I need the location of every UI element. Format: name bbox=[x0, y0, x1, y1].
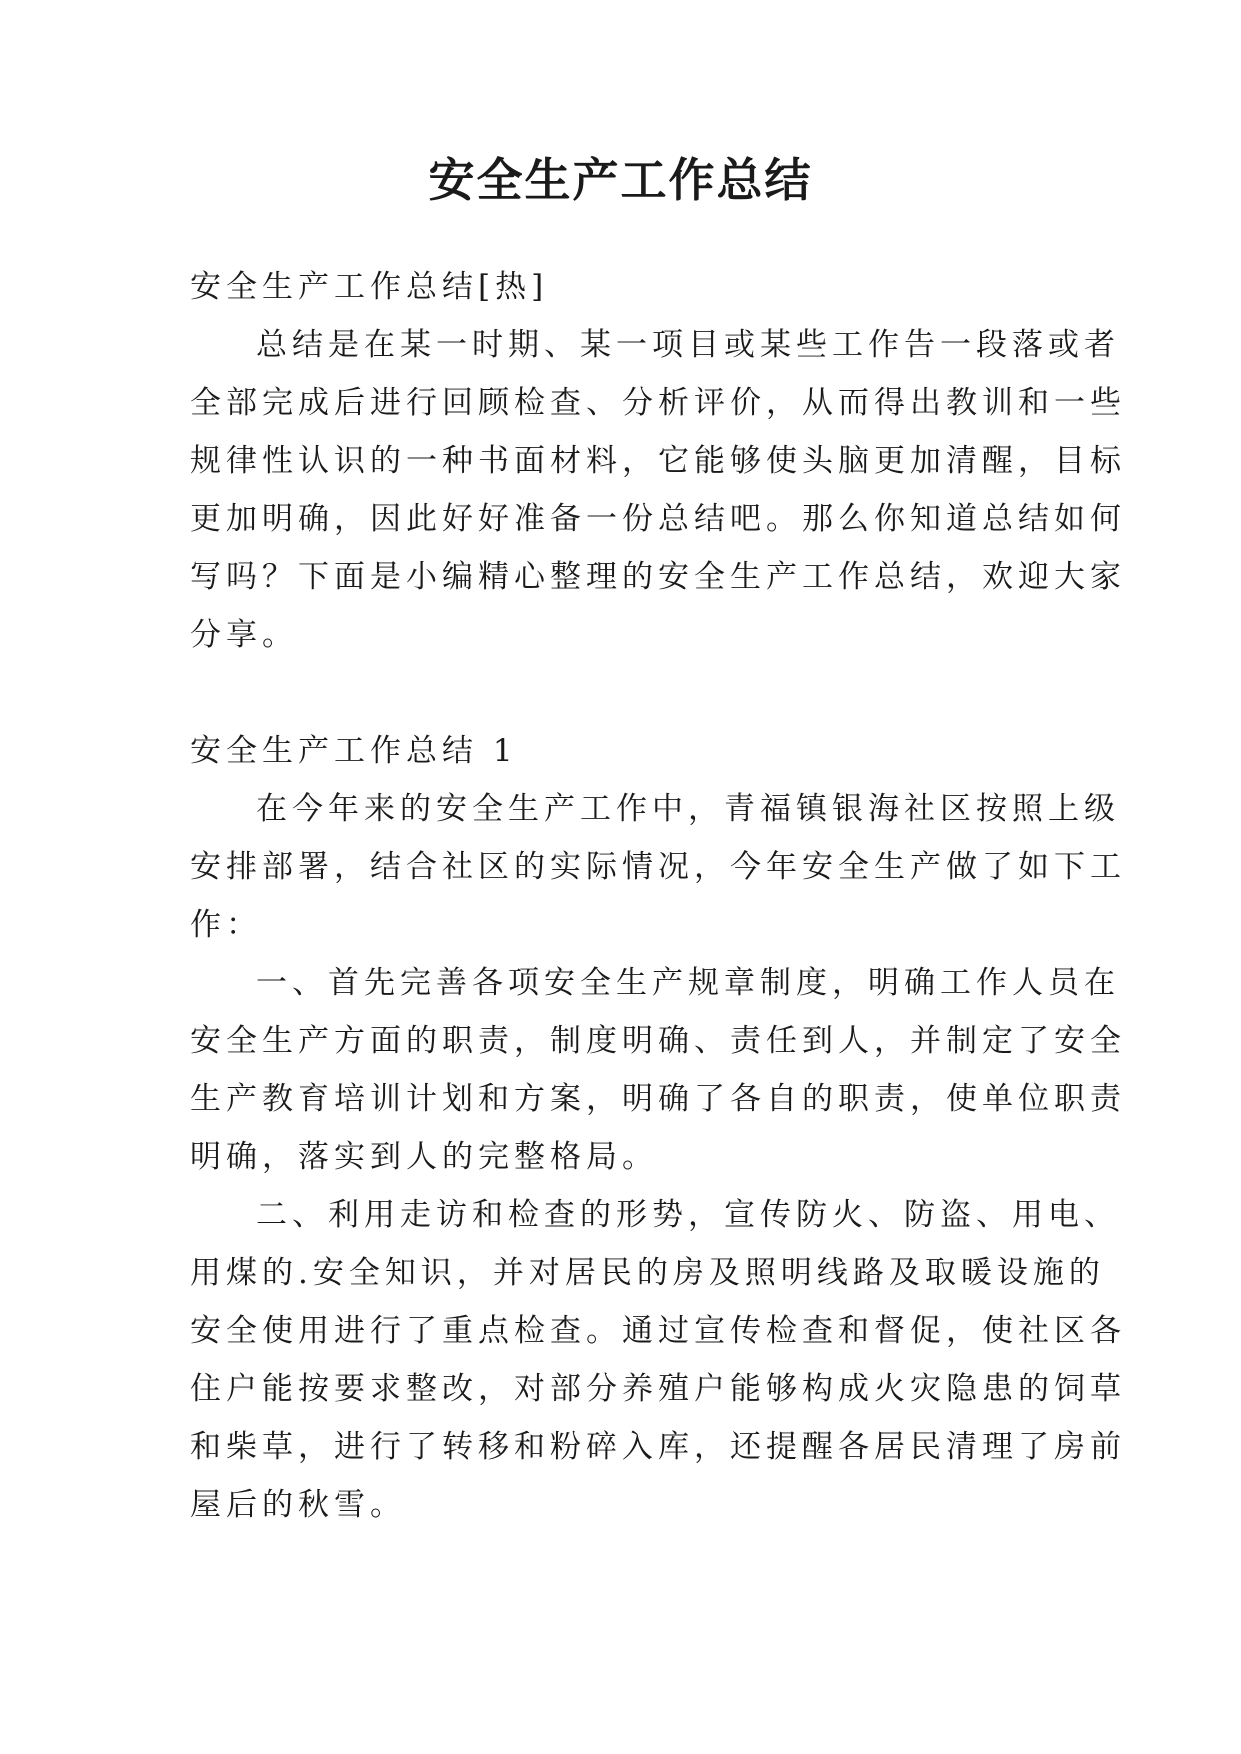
paragraph-line: 住户能按要求整改，对部分养殖户能够构成火灾隐患的饲草 bbox=[190, 1371, 1126, 1407]
paragraph-line: 作： bbox=[190, 907, 262, 943]
blank-line bbox=[190, 664, 1052, 722]
paragraph-line: 屋后的秋雪。 bbox=[190, 1487, 406, 1523]
paragraph-line: 用煤的.安全知识，并对居民的房及照明线路及取暖设施的 bbox=[190, 1255, 1105, 1291]
paragraph-line: 总结是在某一时期、某一项目或某些工作告一段落或者 bbox=[256, 327, 1120, 363]
paragraph-line: 写吗？下面是小编精心整理的安全生产工作总结，欢迎大家 bbox=[190, 559, 1126, 595]
section-heading: 安全生产工作总结 1 bbox=[190, 733, 518, 769]
paragraph-line: 更加明确，因此好好准备一份总结吧。那么你知道总结如何 bbox=[190, 501, 1126, 537]
paragraph-line: 安排部署，结合社区的实际情况，今年安全生产做了如下工 bbox=[190, 849, 1126, 885]
paragraph-line: 规律性认识的一种书面材料，它能够使头脑更加清醒，目标 bbox=[190, 443, 1126, 479]
paragraph-line: 明确，落实到人的完整格局。 bbox=[190, 1139, 658, 1175]
section-paragraph bbox=[190, 780, 1126, 954]
intro-heading: 安全生产工作总结[热] bbox=[190, 269, 549, 305]
paragraph-line: 和柴草，进行了转移和粉碎入库，还提醒各居民清理了房前 bbox=[190, 1429, 1126, 1465]
document-title: 安全生产工作总结 bbox=[428, 153, 813, 207]
paragraph-line: 一、首先完善各项安全生产规章制度，明确工作人员在 bbox=[256, 965, 1120, 1001]
paragraph-line: 生产教育培训计划和方案，明确了各自的职责，使单位职责 bbox=[190, 1081, 1126, 1117]
paragraph-line: 在今年来的安全生产工作中，青福镇银海社区按照上级 bbox=[256, 791, 1120, 827]
paragraph-line: 安全使用进行了重点检查。通过宣传检查和督促，使社区各 bbox=[190, 1313, 1126, 1349]
paragraph-line: 安全生产方面的职责，制度明确、责任到人，并制定了安全 bbox=[190, 1023, 1126, 1059]
paragraph-line: 分享。 bbox=[190, 617, 298, 653]
section-paragraph bbox=[190, 954, 1126, 1186]
intro-paragraph bbox=[190, 316, 1126, 664]
document-body bbox=[190, 258, 1126, 1534]
section-paragraph bbox=[190, 1186, 1126, 1534]
paragraph-line: 全部完成后进行回顾检查、分析评价，从而得出教训和一些 bbox=[190, 385, 1126, 421]
paragraph-line: 二、利用走访和检查的形势，宣传防火、防盗、用电、 bbox=[256, 1197, 1120, 1233]
